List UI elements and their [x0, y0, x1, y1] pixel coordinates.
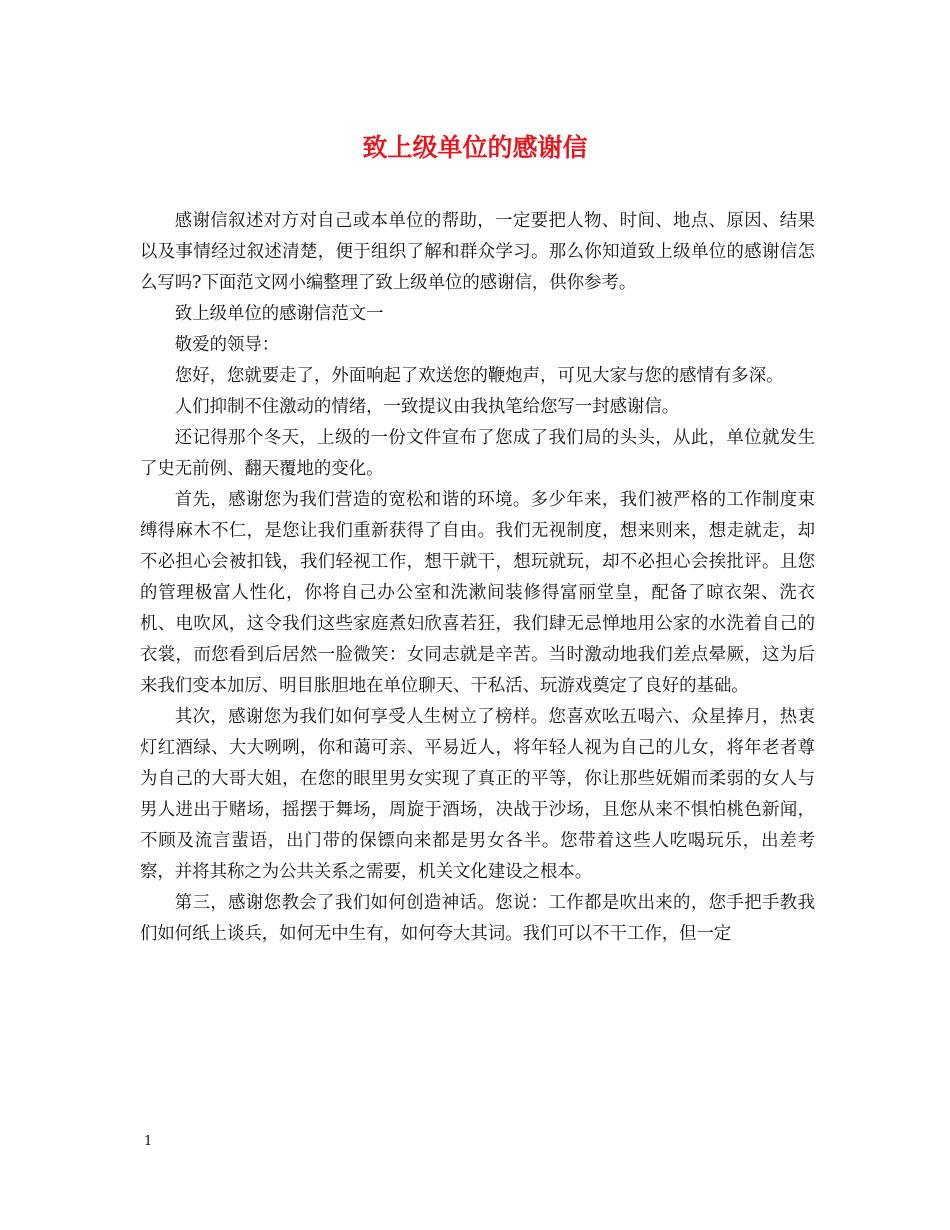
body-paragraph: 您好，您就要走了，外面响起了欢送您的鞭炮声，可见大家与您的感情有多深。	[174, 366, 784, 386]
body-paragraph: 其次，感谢您为我们如何享受人生树立了榜样。您喜欢吆五喝六、众星捧月，热衷灯红酒绿、大大咧咧，你和蔼可亲、平易近人，将年轻人视为自己的儿女，将年老者尊为自己的大哥大姐，在您的眼里男女实现了真正的平等，你让那些妩媚而柔弱的女人与男人进出于赌场，摇摆于舞场，周旋于酒场，决战于沙场，且您从来不惧怕桃色新闻，不顾及流言蜚语，出门带的保镖向来都是男女各半。您带着这些人吃喝玩乐，出差考察，并将其称之为公共关系之需要，机关文化建设之根本。	[140, 707, 815, 882]
document-body	[140, 206, 815, 950]
body-paragraph: 人们抑制不住激动的情绪，一致提议由我执笔给您写一封感谢信。	[174, 397, 680, 417]
document-title: 致上级单位的感谢信	[362, 133, 588, 162]
body-paragraph: 第三，感谢您教会了我们如何创造神话。您说：工作都是吹出来的，您手把手教我们如何纸上谈兵，如何无中生有，如何夸大其词。我们可以不干工作，但一定	[140, 893, 815, 944]
body-paragraph: 首先，感谢您为我们营造的宽松和谐的环境。多少年来，我们被严格的工作制度束缚得麻木不仁，是您让我们重新获得了自由。我们无视制度，想来则来，想走就走，却不必担心会被扣钱，我们轻视工作，想干就干，想玩就玩，却不必担心会挨批评。且您的管理极富人性化，你将自己办公室和洗漱间装修得富丽堂皇，配备了晾衣架、洗衣机、电吹风，这令我们这些家庭煮妇欣喜若狂，我们肆无忌惮地用公家的水洗着自己的衣裳，而您看到后居然一脸微笑：女同志就是辛苦。当时激动地我们差点晕厥，这为后来我们变本加厉、明目胀胆地在单位聊天、干私活、玩游戏奠定了良好的基础。	[140, 490, 815, 696]
sample-heading: 致上级单位的感谢信范文一	[174, 304, 384, 324]
intro-paragraph: 感谢信叙述对方对自己或本单位的帮助，一定要把人物、时间、地点、原因、结果以及事情经过叙述清楚，便于组织了解和群众学习。那么你知道致上级单位的感谢信怎么写吗?下面范文网小编整理了致上级单位的感谢信，供你参考。	[140, 211, 815, 293]
salutation: 敬爱的领导：	[174, 335, 280, 355]
body-paragraph: 还记得那个冬天，上级的一份文件宣布了您成了我们局的头头，从此，单位就发生了史无前例、翻天覆地的变化。	[140, 428, 815, 479]
page-number: 1	[144, 1134, 153, 1149]
